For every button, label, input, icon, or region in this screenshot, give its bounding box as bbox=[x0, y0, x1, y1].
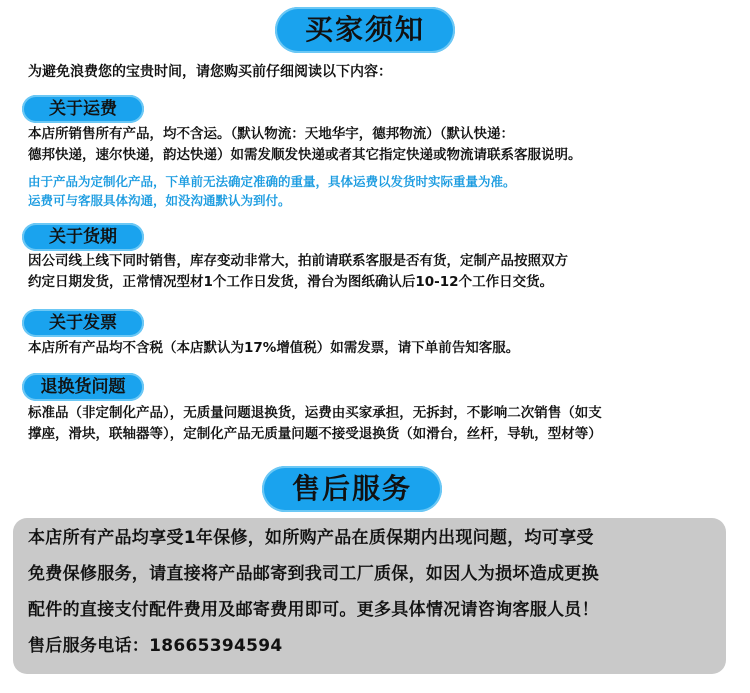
section-heading-delivery: 关于货期 bbox=[22, 223, 144, 251]
section-heading-shipping: 关于运费 bbox=[22, 95, 144, 123]
page-title: 买家须知 bbox=[275, 7, 455, 53]
after-sales-phone: 售后服务电话：18665394594 bbox=[28, 636, 283, 656]
shipping-line-1: 本店所销售所有产品，均不含运。（默认物流：天地华宇，德邦物流）（默认快递： bbox=[28, 126, 514, 142]
after-sales-title: 售后服务 bbox=[262, 466, 442, 512]
returns-line-1: 标准品（非定制化产品），无质量问题退换货，运费由买家承担，无拆封，不影响二次销售（如支 bbox=[28, 405, 602, 421]
section-heading-invoice: 关于发票 bbox=[22, 309, 144, 337]
invoice-line-1: 本店所有产品均不含税（本店默认为17%增值税）如需发票，请下单前告知客服。 bbox=[28, 340, 520, 356]
delivery-line-1: 因公司线上线下同时销售，库存变动非常大，拍前请联系客服是否有货，定制产品按照双方 bbox=[28, 253, 568, 269]
returns-line-2: 撑座，滑块，联轴器等），定制化产品无质量问题不接受退换货（如滑台，丝杆，导轨，型材等） bbox=[28, 426, 602, 442]
delivery-line-2: 约定日期发货，正常情况型材1个工作日发货，滑台为图纸确认后10-12个工作日交货。 bbox=[28, 274, 554, 290]
intro-text: 为避免浪费您的宝贵时间，请您购买前仔细阅读以下内容： bbox=[28, 64, 392, 80]
after-sales-line-1: 本店所有产品均享受1年保修，如所购产品在质保期内出现问题，均可享受 bbox=[28, 528, 594, 548]
after-sales-line-2: 免费保修服务，请直接将产品邮寄到我司工厂质保，如因人为损坏造成更换 bbox=[28, 564, 599, 584]
shipping-note-2: 运费可与客服具体沟通，如没沟通默认为到付。 bbox=[28, 193, 291, 208]
shipping-note-1: 由于产品为定制化产品，下单前无法确定准确的重量，具体运费以发货时实际重量为准。 bbox=[28, 174, 516, 189]
after-sales-line-3: 配件的直接支付配件费用及邮寄费用即可。更多具体情况请咨询客服人员！ bbox=[28, 600, 599, 620]
section-heading-returns: 退换货问题 bbox=[22, 373, 144, 401]
shipping-line-2: 德邦快递，速尔快递，韵达快递）如需发顺发快递或者其它指定快递或物流请联系客服说明。 bbox=[28, 147, 582, 163]
